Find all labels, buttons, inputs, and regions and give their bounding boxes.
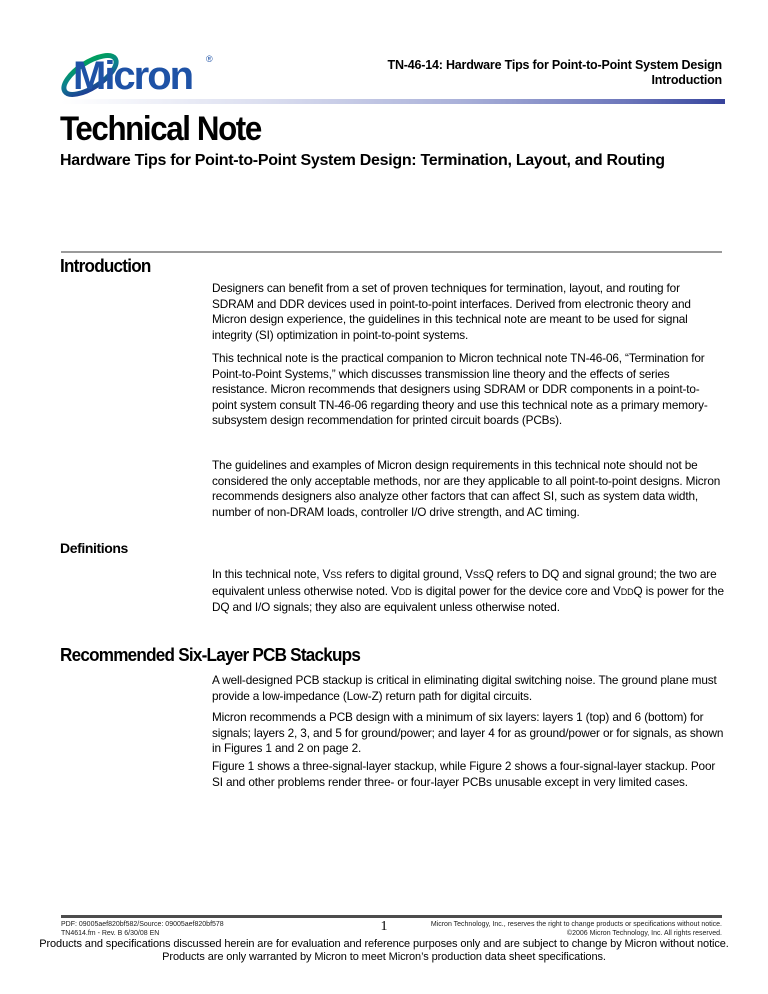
stackups-paragraph-2: Micron recommends a PCB design with a minimum of six layers: layers 1 (top) and 6 (bottom) for signals; layers 2, 3, and 5 for ground/power; and layer 4 for as ground/power or for signals, as shown in Figures 1 and 2 on page 2. bbox=[212, 710, 724, 756]
stackups-heading: Recommended Six-Layer PCB Stackups bbox=[60, 645, 361, 665]
logo-wordmark: Micron bbox=[73, 54, 193, 98]
introduction-paragraph-3: The guidelines and examples of Micron design requirements in this technical note should not be considered the only acceptable methods, nor are they applicable to all point-to-point designs. Micron recommends designers also analyze other factors that can affect SI, such as system data width, number of non-DRAM loads, controller I/O drive strength, and AC timing. bbox=[212, 458, 721, 519]
footer-disclaimer: Products and specifications discussed herein are for evaluation and reference purposes only and are subject to change by Micron without notice. Products are only warranted by Micron to meet Micron’s production data sheet specifications. bbox=[39, 938, 729, 963]
footer-rule bbox=[61, 915, 722, 918]
page-title: Technical Note bbox=[60, 110, 261, 148]
header-gradient-rule bbox=[61, 99, 725, 104]
header-doc-section: Introduction bbox=[651, 73, 722, 87]
introduction-heading: Introduction bbox=[60, 256, 151, 276]
registered-mark: ® bbox=[206, 54, 213, 64]
header-doc-title: TN-46-14: Hardware Tips for Point-to-Point System Design bbox=[387, 58, 722, 72]
definitions-paragraph: In this technical note, VSS refers to digital ground, VSSQ refers to DQ and signal ground; the two are equivalent unless otherwise noted. VDD is digital power for the device core and VDDQ is power for the DQ and I/O signals; they also are equivalent unless otherwise noted. bbox=[212, 567, 724, 615]
page-number: 1 bbox=[380, 919, 388, 934]
introduction-paragraph-2: This technical note is the practical companion to Micron technical note TN-46-06, “Termination for Point-to-Point Systems,” which discusses transmission line theory and the effects of series resistance. Micron recommends that designers using SDRAM or DDR components in a point-to-point system consult TN-46-06 regarding theory and use this technical note as a primary memory-subsystem design recommendation for printed circuit boards (PCBs). bbox=[212, 351, 708, 428]
definitions-heading: Definitions bbox=[60, 540, 128, 556]
micron-logo bbox=[56, 42, 236, 104]
footer-rights-notice: Micron Technology, Inc., reserves the right to change products or specifications without notice. bbox=[430, 921, 722, 928]
footer-revision: TN4614.fm - Rev. B 6/30/08 EN bbox=[61, 930, 160, 937]
header-doc-reference bbox=[242, 58, 722, 88]
introduction-paragraph-1: Designers can benefit from a set of proven techniques for termination, layout, and routing for SDRAM and DDR devices used in point-to-point interfaces. Derived from electronic theory and Micron design experience, the guidelines in this technical note are meant to be used for signal integrity (SI) optimization in point-to-point systems. bbox=[212, 281, 691, 342]
section-rule bbox=[61, 251, 722, 253]
stackups-paragraph-1: A well-designed PCB stackup is critical in eliminating digital switching noise. The ground plane must provide a low-impedance (Low-Z) return path for digital circuits. bbox=[212, 673, 717, 703]
footer-pdf-source: PDF: 09005aef820bf582/Source: 09005aef820bf578 bbox=[61, 921, 224, 928]
micron-logo-graphic bbox=[56, 42, 236, 104]
page-subtitle: Hardware Tips for Point-to-Point System Design: Termination, Layout, and Routing bbox=[60, 152, 665, 169]
footer-copyright: ©2006 Micron Technology, Inc. All rights reserved. bbox=[566, 930, 722, 937]
footer-rights bbox=[431, 920, 722, 938]
stackups-paragraph-3: Figure 1 shows a three-signal-layer stackup, while Figure 2 shows a four-signal-layer stackup. Poor SI and other problems render three- or four-layer PCBs unusable except in very limited cases. bbox=[212, 759, 716, 789]
